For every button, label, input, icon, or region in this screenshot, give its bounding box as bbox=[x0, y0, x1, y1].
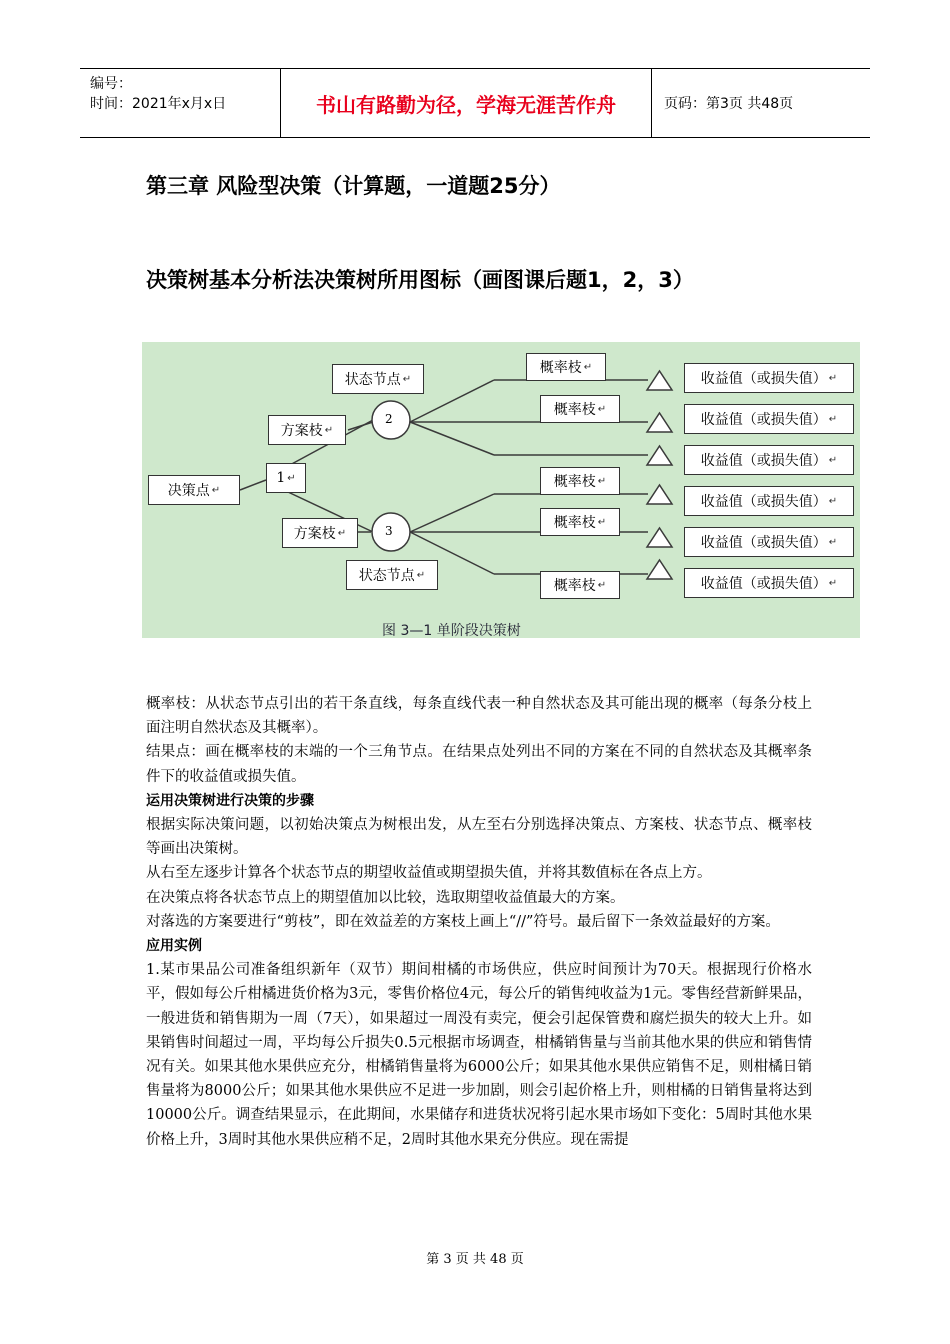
section-title: 决策树基本分析法决策树所用图标（画图课后题1，2，3） bbox=[146, 268, 694, 292]
state-node-box-top: 状态节点 ↵ bbox=[332, 364, 424, 394]
subheading: 应用实例 bbox=[146, 938, 202, 955]
page-info: 页码：第3页 共48页 bbox=[664, 96, 794, 112]
figure-caption: 图 3—1 单阶段决策树 bbox=[382, 623, 521, 639]
result-value-box: 收益值（或损失值） ↵ bbox=[684, 404, 854, 434]
connector-line bbox=[240, 480, 266, 490]
decision-tree-figure bbox=[142, 342, 860, 638]
paragraph: 概率枝：从状态节点引出的若干条直线，每条直线代表一种自然状态及其可能出现的概率（每条分枝上面注明自然状态及其概率）。 bbox=[146, 696, 812, 737]
result-value-box: 收益值（或损失值） ↵ bbox=[684, 486, 854, 516]
node-2-label: 2 bbox=[385, 412, 393, 426]
date-label: 时间：2021年x月x日 bbox=[90, 96, 227, 112]
page-footer: 第 3 页 共 48 页 bbox=[426, 1252, 524, 1267]
result-triangle bbox=[647, 560, 672, 579]
paragraph: 从右至左逐步计算各个状态节点的期望收益值或期望损失值，并将其数值标在各点上方。 bbox=[146, 865, 712, 882]
decision-node-1: 1 ↵ bbox=[266, 463, 306, 493]
paragraph: 1.某市果品公司准备组织新年（双节）期间柑橘的市场供应，供应时间预计为70天。根据现行价格水平，假如每公斤柑橘进货价格为3元，零售价格位4元，每公斤的销售纯收益为1元。零售经营新鲜果品，一般进货和销售期为一周（7天），如果超过一周没有卖完，便会引起保管费和腐烂损失的较大上升。如果销售时间超过一周，平均每公斤损失0.5元根据市场调查，柑橘销售量与当前其他水果的供应和销售情况有关。如果其他水果供应充分，柑橘销售量将为6000公斤；如果其他水果供应销售不足，则柑橘日销售量将为8000公斤；如果其他水果供应不足进一步加剧，则会引起价格上升，则柑橘的日销售量将达到10000公斤。调查结果显示，在此期间，水果储存和进货状况将引起水果市场如下变化：5周时其他水果价格上升，3周时其他水果供应稍不足，2周时其他水果充分供应。现在需提 bbox=[146, 962, 812, 1148]
decision-point-box: 决策点 ↵ bbox=[148, 475, 240, 505]
plan-branch-box-bottom: 方案枝 ↵ bbox=[282, 518, 358, 548]
paragraph: 根据实际决策问题，以初始决策点为树根出发，从左至右分别选择决策点、方案枝、状态节点、概率枝等画出决策树。 bbox=[146, 817, 812, 858]
result-value-box: 收益值（或损失值） ↵ bbox=[684, 568, 854, 598]
chapter-title: 第三章 风险型决策（计算题，一道题25分） bbox=[146, 174, 561, 198]
result-value-box: 收益值（或损失值） ↵ bbox=[684, 527, 854, 557]
result-triangle bbox=[647, 413, 672, 432]
prob-branch-box: 概率枝 ↵ bbox=[526, 353, 606, 381]
header-page-info bbox=[652, 69, 870, 137]
body-text bbox=[146, 692, 812, 1152]
result-triangle bbox=[647, 528, 672, 547]
subheading: 运用决策树进行决策的步骤 bbox=[146, 792, 314, 809]
result-value-box: 收益值（或损失值） ↵ bbox=[684, 445, 854, 475]
prob-branch-box: 概率枝 ↵ bbox=[540, 467, 620, 495]
plan-branch-box-top: 方案枝 ↵ bbox=[268, 415, 346, 445]
number-label: 编号： bbox=[90, 76, 132, 92]
header-meta bbox=[80, 69, 281, 137]
result-triangle bbox=[647, 371, 672, 390]
paragraph: 在决策点将各状态节点上的期望值加以比较，选取期望收益值最大的方案。 bbox=[146, 889, 625, 906]
result-triangle bbox=[647, 446, 672, 465]
page-header bbox=[80, 68, 870, 138]
header-motto: 书山有路勤为径，学海无涯苦作舟 bbox=[281, 69, 652, 137]
result-value-box: 收益值（或损失值） ↵ bbox=[684, 363, 854, 393]
prob-branch-line bbox=[410, 422, 494, 455]
paragraph: 结果点：画在概率枝的末端的一个三角节点。在结果点处列出不同的方案在不同的自然状态及其概率条件下的收益值或损失值。 bbox=[146, 744, 812, 785]
result-triangle bbox=[647, 485, 672, 504]
prob-branch-line bbox=[410, 494, 494, 532]
state-node-box-bottom: 状态节点 ↵ bbox=[346, 560, 438, 590]
node-3-label: 3 bbox=[385, 524, 393, 538]
paragraph: 对落选的方案要进行“剪枝”，即在效益差的方案枝上画上“//”符号。最后留下一条效益最好的方案。 bbox=[146, 913, 780, 930]
prob-branch-box: 概率枝 ↵ bbox=[540, 571, 620, 599]
prob-branch-box: 概率枝 ↵ bbox=[540, 508, 620, 536]
prob-branch-box: 概率枝 ↵ bbox=[540, 395, 620, 423]
